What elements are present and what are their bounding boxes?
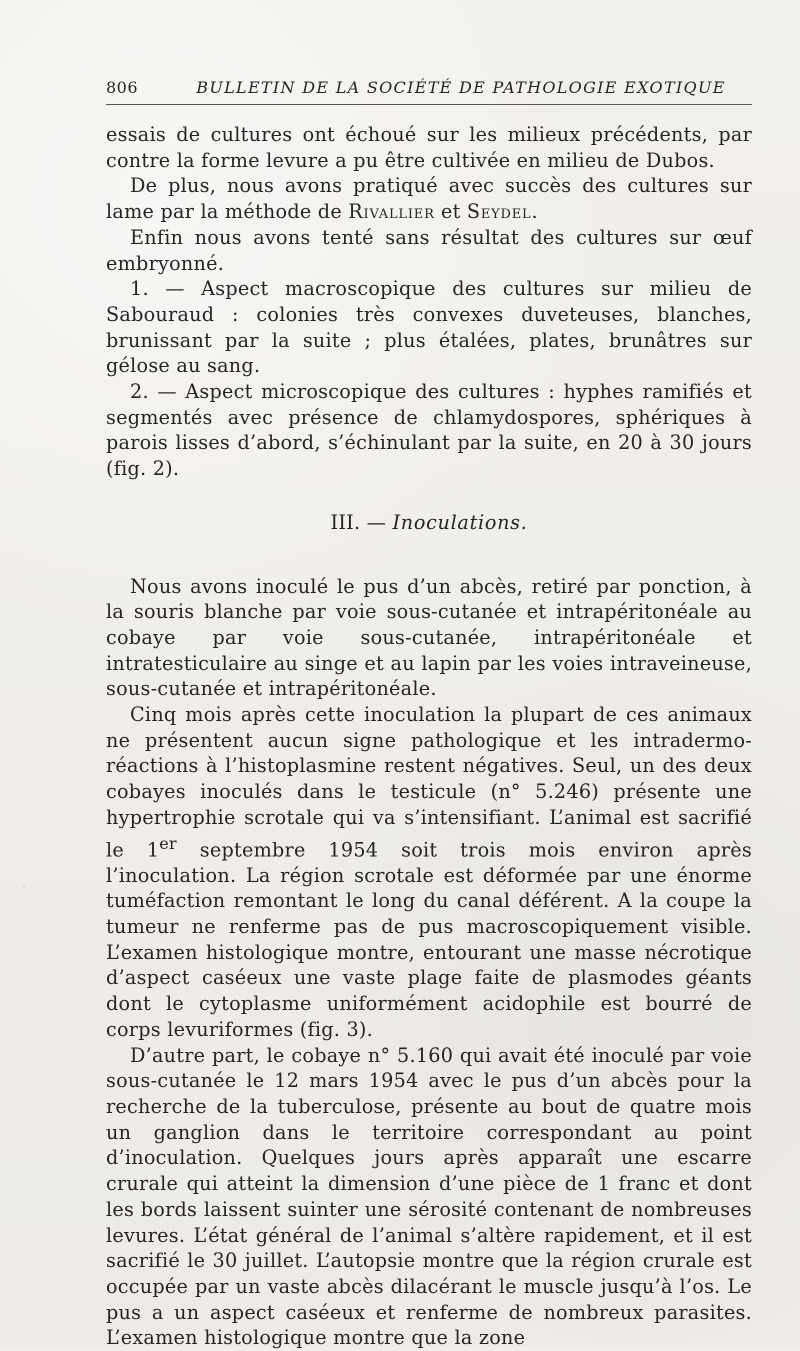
paragraph-slide-cultures-text: De plus, nous avons pratiqué avec succès des cultures sur lame par la méthode de <box>106 174 752 224</box>
paragraph-egg-cultures: Enfin nous avons tenté sans résultat des cultures sur œuf embryonné. <box>106 225 752 275</box>
paragraph-macroscopic-aspect: 1. — Aspect macroscopique des cultures sur milieu de Sabouraud : colonies très convexes duveteuses, blanches, brunissant par la suite ; plus étalées, plates, brunâtres sur gélose au sang. <box>106 277 752 378</box>
paper-speck <box>22 885 26 889</box>
paper-speck <box>455 940 458 943</box>
paragraph-five-month-results <box>106 702 752 1043</box>
paragraph-microscopic-aspect: 2. — Aspect microscopique des cultures : hyphes ramifiés et segmentés avec présence de chlamydospores, sphériques à parois lisses d’abord, s’échinulant par la suite, en 20 à 30 jours (fig. 2). <box>106 380 752 481</box>
journal-title: BULLETIN DE LA SOCIÉTÉ DE PATHOLOGIE EXOTIQUE <box>196 78 726 97</box>
running-header <box>106 78 752 105</box>
page-number: 806 <box>106 78 139 97</box>
paragraph-five-month-results-end: septembre 1954 soit trois mois environ après l’inoculation. La région scrotale est déformée par une énorme tuméfaction remontant le long du canal déférent. A la coupe la tumeur ne renferme pas de pus macroscopiquement visible. L’examen histologique montre, entourant une masse nécrotique d’aspect caséeux une vaste plage faite de plasmodes géants dont le cytoplasme uniformément acidophile est bourré de corps levuriformes (fig. 3). <box>106 837 752 1041</box>
paragraph-slide-cultures-conjunction: et <box>434 200 467 224</box>
paragraph-five-month-results-start: Cinq mois après cette inoculation la plupart de ces animaux ne présentent aucun signe pathologique et les intradermo-réactions à l’histoplasmine restent négatives. Seul, un des deux cobayes inoculés dans le testicule (n° 5.246) présente une hypertrophie scrotale qui va s’intensifiant. L’animal est sacrifié le 1 <box>106 703 752 861</box>
ordinal-superscript: er <box>159 833 177 853</box>
section-number: III. <box>330 510 361 534</box>
paragraph-culture-results: essais de cultures ont échoué sur les milieux précédents, par contre la forme levure a pu être cultivée en milieu de Dubos. <box>106 123 752 172</box>
paragraph-slide-cultures <box>106 173 752 224</box>
section-title: Inoculations. <box>392 510 528 534</box>
section-heading-inoculations <box>106 510 752 536</box>
section-dash: — <box>366 510 387 534</box>
author-name-rivallier: Rivallier <box>348 200 435 224</box>
article-body <box>106 122 752 1351</box>
author-name-seydel: Seydel <box>466 200 532 224</box>
paragraph-inoculation-methods: Nous avons inoculé le pus d’un abcès, retiré par ponction, à la souris blanche par voie sous-cutanée et intrapéritonéale au cobaye par voie sous-cutanée, intrapéritonéale et intratesticulaire au singe et au lapin par les voies intraveineuse, sous-cutanée et intrapéritonéale. <box>106 574 752 701</box>
paragraph-second-cobaye: D’autre part, le cobaye n° 5.160 qui avait été inoculé par voie sous-cutanée le 12 mars 1954 avec le pus d’un abcès pour la recherche de la tuberculose, présente au bout de quatre mois un ganglion dans le territoire correspondant au point d’inoculation. Quelques jours après apparaît une escarre crurale qui atteint la dimension d’une pièce de 1 franc et dont les bords laissent suinter une sérosité contenant de nombreuses levures. L’état général de l’animal s’altère rapidement, et il est sacrifié le 30 juillet. L’autopsie montre que la région crurale est occupée par un vaste abcès dilacérant le muscle jusqu’à l’os. Le pus a un aspect caséeux et renferme de nombreux parasites. L’examen histologique montre que la zone <box>106 1043 752 1350</box>
paper-speck <box>315 185 317 187</box>
paragraph-slide-cultures-period: . <box>531 200 538 224</box>
